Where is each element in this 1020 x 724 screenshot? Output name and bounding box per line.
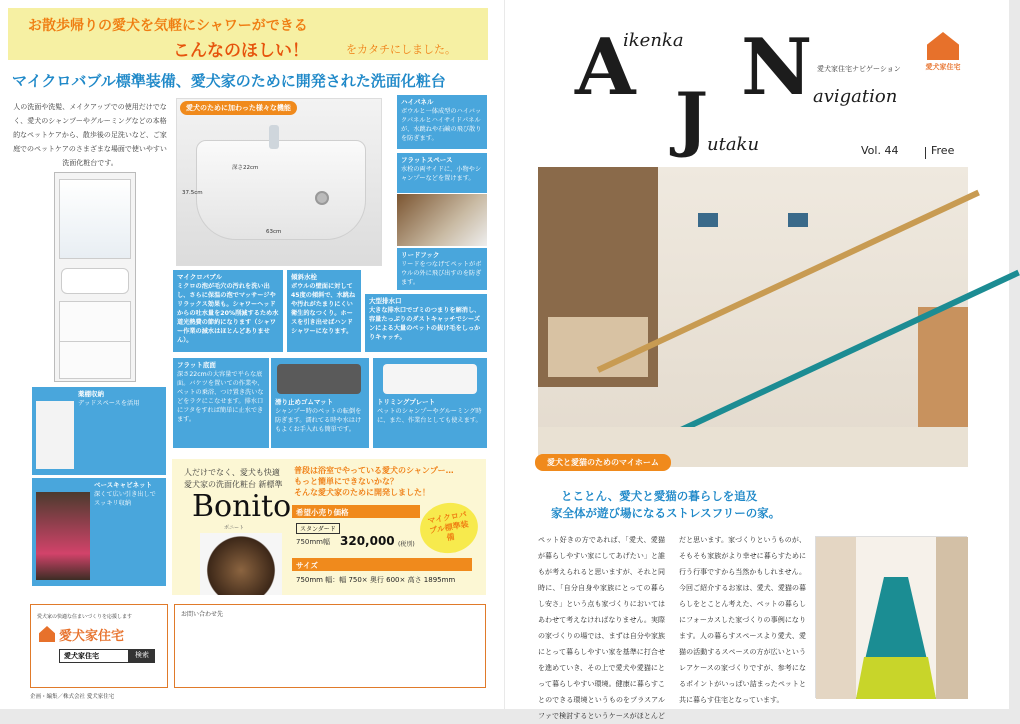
price-value: 320,000 [340, 534, 395, 548]
standard-label: スタンダード [296, 523, 340, 534]
micro-bubble-badge: マイクロバブル標準装備 [416, 498, 482, 557]
feature-flat-space: フラットスペース 水栓の両サイドに、小物やシャンプーなどを置けます。 [397, 153, 487, 193]
contact-box [174, 604, 486, 688]
interior-photo [538, 167, 968, 467]
article-body: ペット好きの方であれば、「愛犬、愛猫が暮らしやすい家にしてあげたい」と誰もが考えられると思いますが、それと同時に、「自分自身や家族にとっての暮らし安さ」という点も家づくりにおいてはあわせて考えなければなりません。実際の家づくりの場では、まずは自分や家族にとって暮らしやすい家を基準に打合せを進めていき、その上で愛犬や愛猫にとって暮らしやすい環境。健康に暮らすことのできる環境というものをプラスアルファで検討するというケースがほとんどだと思います。家づくりというものが、そもそも家族がより幸せに暮らすために行う行事ですから当然かもしれません。今回ご紹介するお家は、愛犬、愛猫の暮らしをとことん考えた、ペットの暮らしにフォーカスした家づくりの事例になります。人の暮らすスペースより愛犬、愛猫の活動するスペースの方が広いというレアケースの家づくりですが、参考になるポイントがいっぱい詰まったペットと共に暮らす住宅となっています。 [538, 536, 806, 720]
price-tax: (税別) [398, 541, 415, 548]
title-avigation: avigation [813, 86, 898, 107]
brand-name: 愛犬家住宅 [59, 629, 125, 644]
size-text: 750mm 幅：幅 750× 奥行 600× 高さ 1895mm [296, 576, 456, 584]
sink-basin [196, 140, 366, 240]
house-logo-icon [39, 626, 55, 642]
feature-base-cabinet: ベースキャビネット 深くて広い引き出しでスッキリ収納 [32, 478, 166, 586]
banner-line1: お散歩帰りの愛犬を気軽にシャワーができる [28, 18, 308, 34]
dog-photo [200, 533, 282, 595]
right-page [505, 0, 1009, 720]
feature-flat-bottom: フラット底面 深さ22cmの大容量で平らな底面。バケツを置いての作業や、ペットの乗浴、つけ置き洗いなどをラクにこなせます。排水口にフタをすれば簡単に止水できます。 [173, 358, 269, 448]
subheadline-2: 家全体が遊び場になるストレスフリーの家。 [551, 506, 781, 520]
banner-line3: をカタチにしました。 [346, 43, 456, 56]
feature-high-panel: ハイパネル ボウルと一体成型のハイバックパネルとハイサイドパネルが、水跳ねや石鹸の飛び散りを防ぎます。 [397, 95, 487, 149]
top-banner [8, 8, 488, 60]
title-subtitle: 愛犬家住宅ナビゲーション [817, 65, 901, 73]
search-input[interactable]: 愛犬家住宅 [59, 649, 129, 663]
feature-medicine-shelf: 薬棚収納 デッドスペースを活用 [32, 387, 166, 475]
title-utaku: utaku [707, 134, 760, 155]
subheadline-1: とことん、愛犬と愛猫の暮らしを追及 [561, 489, 758, 503]
publisher: 企画・編集／株式会社 愛犬家住宅 [30, 694, 115, 700]
house-logo-icon [927, 32, 959, 60]
bonito-name: Bonito [192, 489, 292, 524]
vanity-cabinet-image [54, 172, 136, 382]
feature-micro-bubble: マイクロバブル ミクロの泡が毛穴の汚れを洗い出し、さらに保温の泡でマッサージやリラックス効果も。シャワーヘッドからの吐水量を20%削減するため水道光熱費の節約になります（シャワー作業の減水はほとんどありません）。 [173, 270, 283, 352]
bonito-ad [172, 459, 486, 595]
corridor-photo [815, 536, 967, 698]
bonito-kana: ボニート [224, 525, 245, 531]
vol-divider [925, 147, 926, 159]
feature-trimming-plate: トリミングプレート ペットのシャンプーやグルーミング時に、また、作業台としても使えます。 [373, 358, 487, 448]
photo-tag: 愛犬と愛猫のためのマイホーム [535, 454, 671, 471]
width-label: 63cm [266, 229, 282, 235]
banner-line2: こんなのほしい！ [173, 41, 309, 61]
title-letter-a: A [575, 22, 636, 113]
bonito-tagline: 人だけでなく、愛犬も快適 愛犬家の洗面化粧台 新標準 [184, 468, 283, 489]
search-button[interactable]: 検索 [129, 649, 155, 663]
feature-large-drain: 大型排水口 大きな排水口でゴミのつまりを解消し、容量たっぷりのダストキャッチでシーズンによる大量のペットの抜け毛をしっかりキャッチ。 [365, 294, 487, 352]
feature-lead-hook: リードフック リードをつなげてペットがボウルの外に飛び出すのを防ぎます。 [397, 248, 487, 290]
title-letter-n: N [741, 22, 813, 113]
dog-shower-photo [397, 194, 487, 246]
free-label: Free [931, 144, 955, 157]
bonito-lead: 普段は浴室でやっている愛犬のシャンプー… もっと簡単にできないかな？ そんな愛犬家のために開発しました！ [294, 466, 454, 497]
contact-label: お問い合わせ先 [181, 611, 224, 618]
price-label: 希望小売り価格 [292, 505, 420, 518]
size-label: サイズ [292, 558, 472, 571]
depth-label: 深さ22cm [232, 165, 259, 171]
height-label: 37.5cm [182, 190, 203, 196]
product-headline: マイクロバブル標準装備、愛犬家のために開発された洗面化粧台 [12, 72, 446, 90]
title-letter-j: J [675, 77, 709, 160]
feature-tag: 愛犬のために加わった様々な機能 [180, 101, 297, 115]
brand-box [30, 604, 168, 688]
brand-logo [917, 32, 969, 78]
intro-text: 人の洗面や洗髪、メイクアップでの使用だけでなく、愛犬のシャンプーやグルーミングなどの本格的なペットケアから、散歩後の足洗いなど、ご家庭でのペットケアのさまざまな場面で使いやすい洗面化粧台です。 [13, 103, 167, 167]
volume-number: Vol. 44 [861, 144, 899, 157]
brand-tagline: 愛犬家の快適な住まいづくりを応援します [37, 614, 133, 620]
left-page [0, 0, 504, 709]
width-spec: 750mm幅 [296, 538, 330, 546]
title-ikenka: ikenka [623, 30, 684, 51]
feature-angled-faucet: 傾斜水栓 ボウルの壁面に対して45度の傾斜で、水跳ねや汚れがたまりにくい衛生的なつくり。ホースを引き出せばハンドシャワーになります。 [287, 270, 361, 352]
logo-label: 愛犬家住宅 [925, 63, 961, 71]
feature-rubber-mat: 滑り止めゴムマット シャンプー時のペットの転倒を防ぎます。濡れてる時や水はけもよくお手入れも簡単です。 [271, 358, 369, 448]
